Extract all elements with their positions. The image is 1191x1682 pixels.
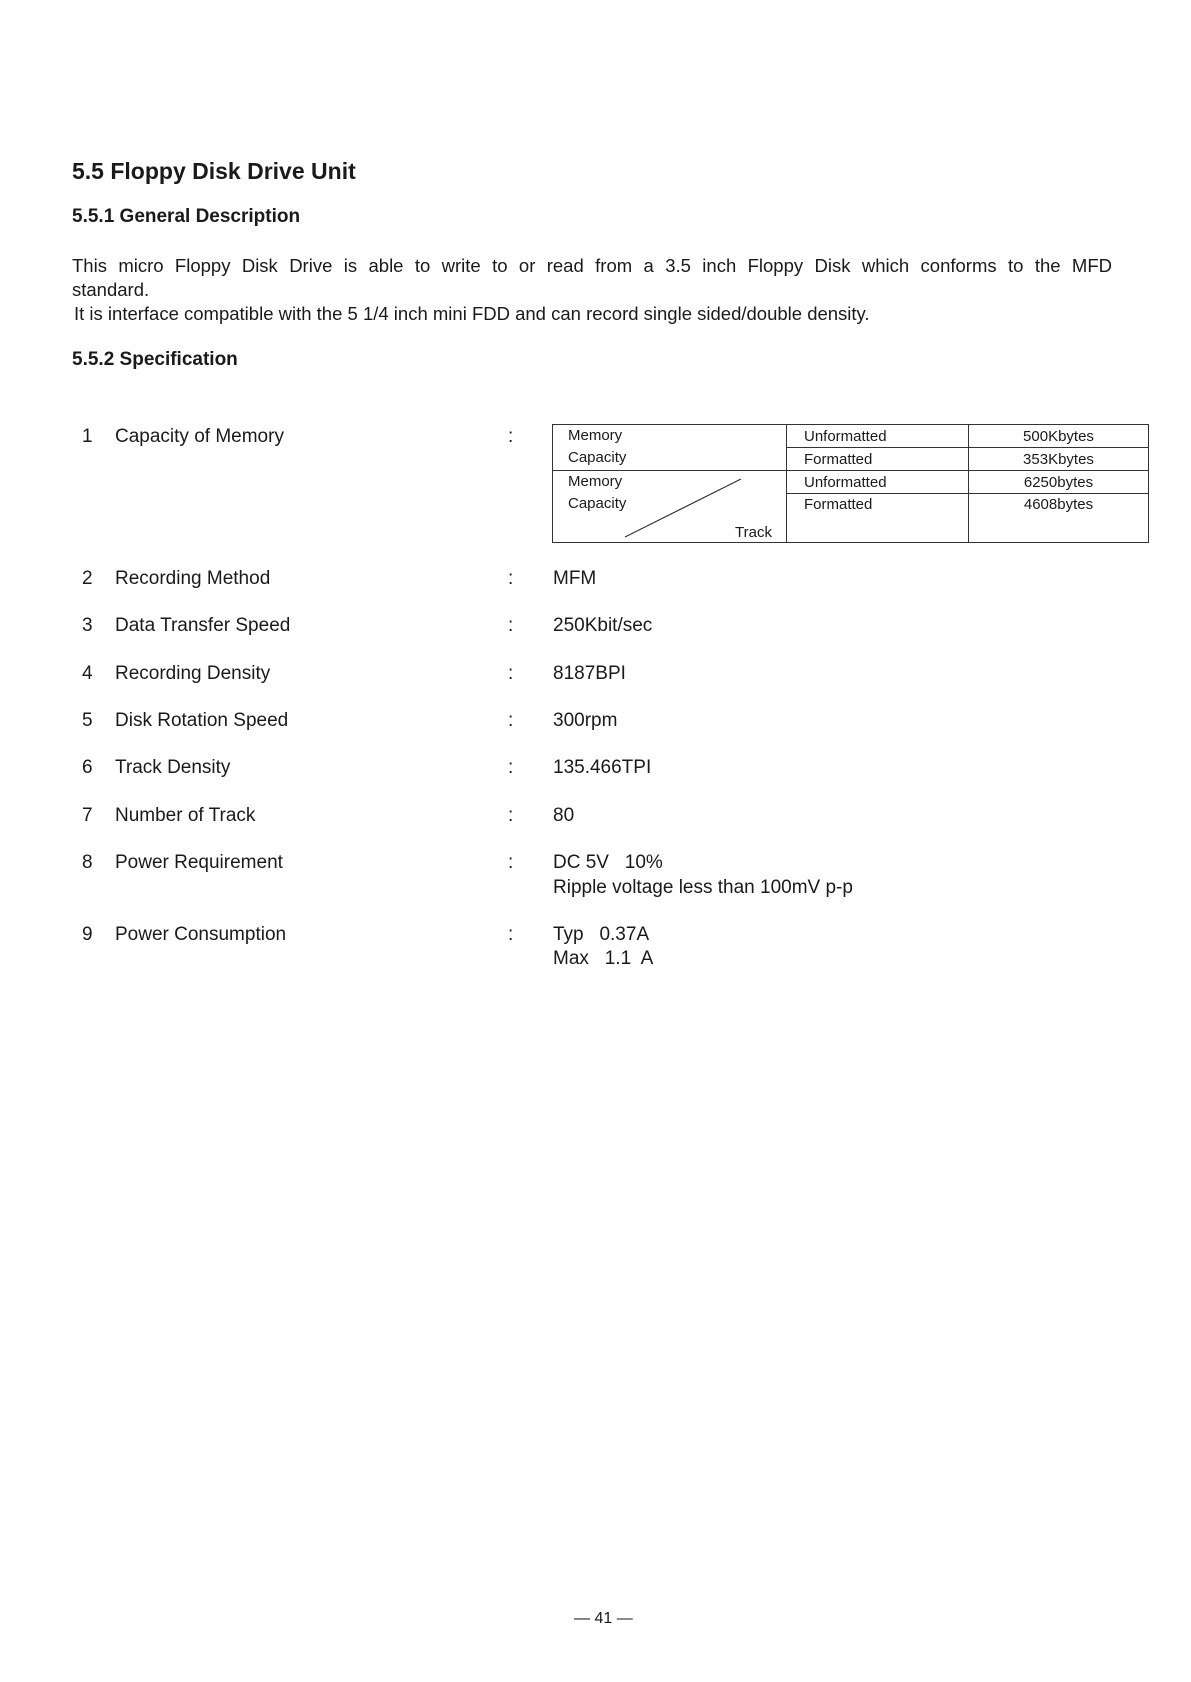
paragraph-line: It is interface compatible with the 5 1/4 inch mini FDD and can record single sided/double density. (74, 303, 870, 324)
paragraph-line: standard. (72, 279, 150, 300)
spec-number: 5 (82, 710, 93, 731)
spec-colon: : (508, 924, 514, 945)
page-number: — 41 — (574, 1610, 633, 1627)
spec-colon: : (508, 663, 514, 684)
track-label: Track (735, 524, 772, 541)
spec-value: DC 5V 10% (553, 852, 663, 873)
state-cell: Formatted (787, 494, 969, 543)
spec-label: Data Transfer Speed (115, 615, 291, 636)
spec-colon: : (508, 757, 514, 778)
section-title: 5.5 Floppy Disk Drive Unit (72, 158, 356, 184)
spec-value: 300rpm (553, 710, 618, 731)
spec-value-secondary: Max 1.1 A (553, 948, 654, 969)
spec-number: 2 (82, 568, 93, 589)
spec-value: 135.466TPI (553, 757, 652, 778)
spec-value: Typ 0.37A (553, 924, 650, 945)
spec-value-secondary: Ripple voltage less than 100mV p-p (553, 877, 853, 898)
spec-colon: : (508, 615, 514, 636)
capacity-table (552, 424, 1149, 543)
spec-value: 250Kbit/sec (553, 615, 653, 636)
spec-label: Track Density (115, 757, 231, 778)
memory-label: Memory (568, 473, 623, 490)
size-cell: 500Kbytes (969, 425, 1149, 448)
spec-number: 7 (82, 805, 93, 826)
memory-capacity-cell (553, 425, 787, 471)
capacity-label: Capacity (568, 495, 627, 512)
spec-colon: : (508, 710, 514, 731)
spec-value: 80 (553, 805, 575, 826)
spec-number: 9 (82, 924, 93, 945)
diagonal-divider (623, 477, 743, 539)
spec-number: 6 (82, 757, 93, 778)
spec-label: Number of Track (115, 805, 256, 826)
spec-number: 8 (82, 852, 93, 873)
state-cell: Unformatted (787, 425, 969, 448)
size-cell: 4608bytes (969, 494, 1149, 543)
spec-colon: : (508, 568, 514, 589)
spec-label: Capacity of Memory (115, 426, 284, 447)
spec-colon: : (508, 852, 514, 873)
spec-colon: : (508, 426, 514, 447)
spec-label: Power Requirement (115, 852, 283, 873)
spec-value: MFM (553, 568, 597, 589)
paragraph-line: This micro Floppy Disk Drive is able to write to or read from a 3.5 inch Floppy Disk which conforms to the MFD (72, 255, 1112, 276)
spec-label: Power Consumption (115, 924, 287, 945)
spec-number: 3 (82, 615, 93, 636)
capacity-label: Capacity (568, 449, 627, 466)
memory-capacity-track-cell (553, 471, 787, 543)
state-cell: Formatted (787, 448, 969, 471)
state-cell: Unformatted (787, 471, 969, 494)
spec-number: 1 (82, 426, 93, 447)
memory-label: Memory (568, 427, 623, 444)
spec-number: 4 (82, 663, 93, 684)
specification-heading: 5.5.2 Specification (72, 349, 238, 370)
general-description-paragraph (72, 254, 1112, 326)
spec-label: Recording Density (115, 663, 271, 684)
spec-label: Recording Method (115, 568, 271, 589)
size-cell: 6250bytes (969, 471, 1149, 494)
spec-label: Disk Rotation Speed (115, 710, 289, 731)
spec-colon: : (508, 805, 514, 826)
general-description-heading: 5.5.1 General Description (72, 206, 301, 227)
size-cell: 353Kbytes (969, 448, 1149, 471)
spec-value: 8187BPI (553, 663, 626, 684)
